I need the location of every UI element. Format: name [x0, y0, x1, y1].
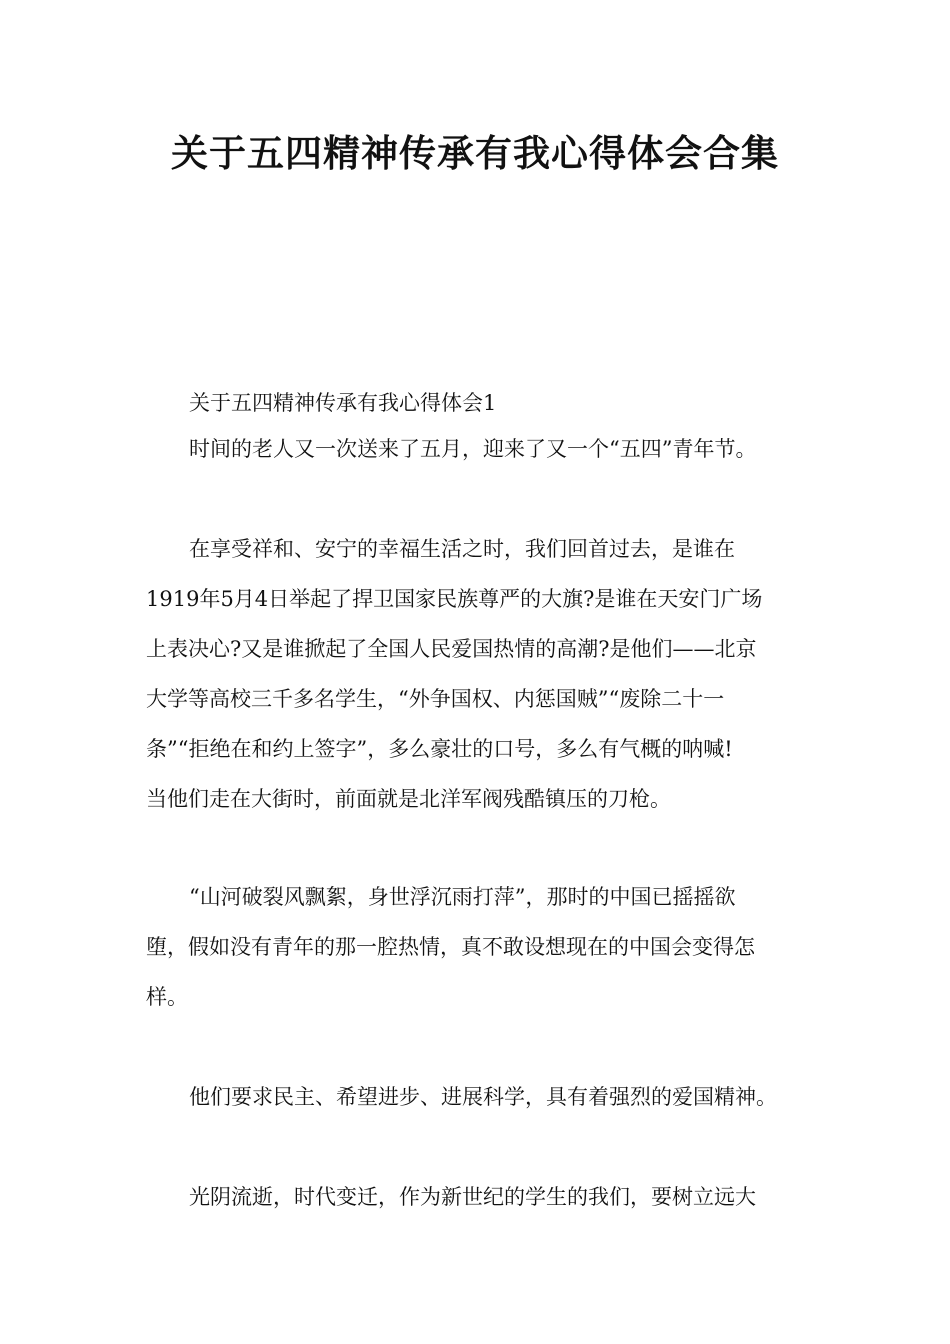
- paragraph-2: [146, 524, 808, 824]
- section-heading: [146, 378, 808, 428]
- paragraph-line: 堕，假如没有青年的那一腔热情，真不敢设想现在的中国会变得怎: [146, 935, 755, 959]
- document-title: 关于五四精神传承有我心得体会合集: [171, 132, 779, 175]
- paragraph-line: 大学等高校三千多名学生，“外争国权、内惩国贼”“废除二十一: [146, 687, 725, 711]
- paragraph-line: 条”“拒绝在和约上签字”，多么豪壮的口号，多么有气概的呐喊!: [146, 737, 733, 761]
- paragraph-line: “山河破裂风飘絮，身世浮沉雨打萍”，那时的中国已摇摇欲: [189, 885, 736, 909]
- paragraph-line: 在享受祥和、安宁的幸福生活之时，我们回首过去，是谁在: [189, 537, 735, 561]
- paragraph-line: 1919年5月4日举起了捍卫国家民族尊严的大旗?是谁在天安门广场: [146, 587, 763, 611]
- paragraph-5: [146, 1172, 808, 1222]
- paragraph-line: 上表决心?又是谁掀起了全国人民爱国热情的高潮?是他们——北京: [146, 637, 757, 661]
- paragraph-line: 样。: [146, 985, 188, 1009]
- paragraph-line: 光阴流逝，时代变迁，作为新世纪的学生的我们，要树立远大: [189, 1185, 756, 1209]
- section-heading-text: 关于五四精神传承有我心得体会1: [189, 391, 497, 415]
- paragraph-line: 当他们走在大街时，前面就是北洋军阀残酷镇压的刀枪。: [146, 787, 671, 811]
- paragraph-1: [146, 424, 808, 474]
- paragraph-3: [146, 872, 808, 1022]
- paragraph-line: 时间的老人又一次送来了五月，迎来了又一个“五四”青年节。: [189, 437, 757, 461]
- paragraph-line: 他们要求民主、希望进步、进展科学，具有着强烈的爱国精神。: [189, 1085, 777, 1109]
- paragraph-4: [146, 1072, 808, 1122]
